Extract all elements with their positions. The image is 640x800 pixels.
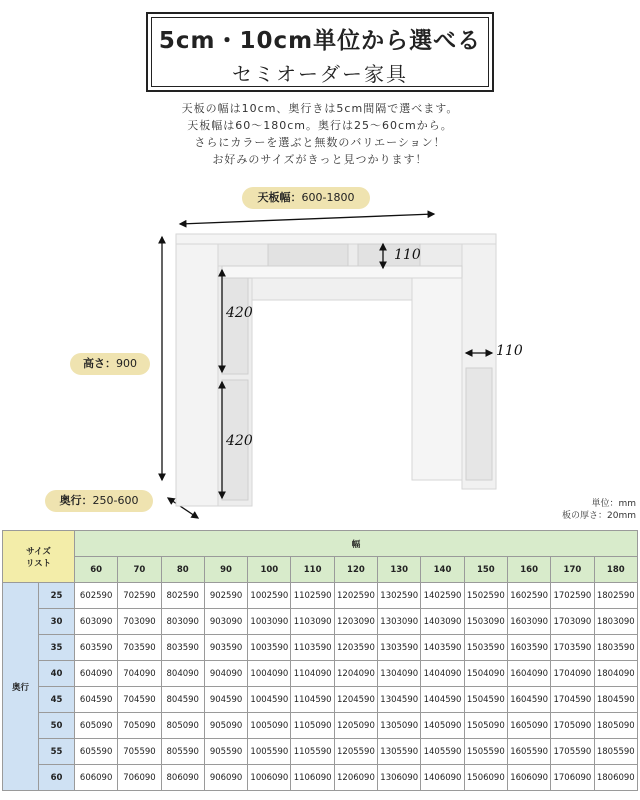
size-code-cell: 1502590	[464, 583, 507, 609]
title-line-1: 5cm・10cm単位から選べる	[158, 28, 482, 54]
size-code-cell: 603590	[75, 635, 118, 661]
width-col-header: 70	[118, 557, 161, 583]
size-code-cell: 1306090	[378, 765, 421, 791]
size-code-cell: 906090	[204, 765, 247, 791]
left-upper-opening	[222, 270, 248, 374]
size-code-cell: 1103090	[291, 609, 334, 635]
size-code-cell: 1403090	[421, 609, 464, 635]
desk-apron	[252, 278, 412, 300]
size-table-body	[3, 583, 638, 791]
size-table	[2, 530, 638, 791]
size-code-cell: 1404090	[421, 661, 464, 687]
depth-label: 奥行	[59, 494, 82, 507]
size-code-cell: 1003590	[248, 635, 291, 661]
intro-line: さらにカラーを選ぶと無数のバリエーション！	[194, 136, 446, 149]
width-col-header: 120	[334, 557, 377, 583]
size-code-cell: 1503090	[464, 609, 507, 635]
size-code-cell: 1204590	[334, 687, 377, 713]
size-code-cell: 606090	[75, 765, 118, 791]
depth-row-header: 60	[39, 765, 75, 791]
size-code-cell: 1303590	[378, 635, 421, 661]
colon: ：	[81, 494, 93, 507]
size-code-cell: 1104090	[291, 661, 334, 687]
table-row	[3, 583, 638, 609]
depth-row-header: 30	[39, 609, 75, 635]
width-col-header: 170	[551, 557, 594, 583]
width-value: 600-1800	[301, 191, 355, 204]
size-code-cell: 1605090	[507, 713, 550, 739]
size-code-cell: 702590	[118, 583, 161, 609]
size-code-cell: 1005090	[248, 713, 291, 739]
depth-row-header: 55	[39, 739, 75, 765]
size-code-cell: 1106090	[291, 765, 334, 791]
size-code-cell: 1506090	[464, 765, 507, 791]
size-code-cell: 1004090	[248, 661, 291, 687]
size-code-cell: 1705590	[551, 739, 594, 765]
corner-line: リスト	[25, 558, 52, 569]
size-code-cell: 1305090	[378, 713, 421, 739]
size-code-cell: 1703090	[551, 609, 594, 635]
size-code-cell: 905090	[204, 713, 247, 739]
right-leg	[412, 278, 462, 480]
depth-row-header: 40	[39, 661, 75, 687]
size-code-cell: 1604090	[507, 661, 550, 687]
size-code-cell: 1602590	[507, 583, 550, 609]
colon: ：	[290, 191, 302, 204]
depth-header: 奥行	[3, 583, 39, 791]
size-code-cell: 802590	[161, 583, 204, 609]
size-code-cell: 603090	[75, 609, 118, 635]
width-col-header: 90	[204, 557, 247, 583]
size-code-cell: 605090	[75, 713, 118, 739]
table-row	[3, 765, 638, 791]
size-code-cell: 1304590	[378, 687, 421, 713]
dim-420-upper: 420	[226, 305, 253, 321]
table-row	[3, 687, 638, 713]
dim-110-top: 110	[394, 247, 421, 263]
width-col-header: 160	[507, 557, 550, 583]
size-code-cell: 904590	[204, 687, 247, 713]
size-code-cell: 1603590	[507, 635, 550, 661]
size-code-cell: 806090	[161, 765, 204, 791]
size-code-cell: 805590	[161, 739, 204, 765]
size-code-cell: 706090	[118, 765, 161, 791]
size-code-cell: 1202590	[334, 583, 377, 609]
depth-row-header: 25	[39, 583, 75, 609]
intro-line: お好みのサイズがきっと見つかります！	[212, 153, 428, 166]
size-code-cell: 1206090	[334, 765, 377, 791]
size-code-cell: 1004590	[248, 687, 291, 713]
size-code-cell: 1704090	[551, 661, 594, 687]
width-arrow	[180, 214, 434, 224]
dim-420-lower: 420	[226, 433, 253, 449]
size-code-cell: 803090	[161, 609, 204, 635]
height-label: 高さ	[83, 357, 105, 370]
size-code-cell: 1503590	[464, 635, 507, 661]
size-code-cell: 1505090	[464, 713, 507, 739]
size-code-cell: 1002590	[248, 583, 291, 609]
title-line-2: セミオーダー家具	[232, 62, 408, 86]
width-header: 幅	[75, 531, 638, 557]
size-code-cell: 1802590	[594, 583, 637, 609]
width-col-header: 140	[421, 557, 464, 583]
size-code-cell: 1606090	[507, 765, 550, 791]
width-label: 天板幅	[257, 191, 291, 204]
depth-value: 250-600	[92, 494, 139, 507]
size-code-cell: 803590	[161, 635, 204, 661]
right-lower-shelf	[466, 368, 492, 480]
size-code-cell: 1805090	[594, 713, 637, 739]
size-code-cell: 1504590	[464, 687, 507, 713]
size-code-cell: 1403590	[421, 635, 464, 661]
size-code-cell: 1003090	[248, 609, 291, 635]
size-code-cell: 1205590	[334, 739, 377, 765]
size-code-cell: 902590	[204, 583, 247, 609]
size-code-cell: 1804090	[594, 661, 637, 687]
size-code-cell: 1703590	[551, 635, 594, 661]
width-col-header: 80	[161, 557, 204, 583]
size-code-cell: 1105090	[291, 713, 334, 739]
size-code-cell: 1504090	[464, 661, 507, 687]
size-code-cell: 804090	[161, 661, 204, 687]
size-code-cell: 1303090	[378, 609, 421, 635]
size-code-cell: 1304090	[378, 661, 421, 687]
size-code-cell: 1405090	[421, 713, 464, 739]
table-row	[3, 713, 638, 739]
depth-row-header: 45	[39, 687, 75, 713]
size-code-cell: 1604590	[507, 687, 550, 713]
size-code-cell: 703590	[118, 635, 161, 661]
size-code-cell: 705090	[118, 713, 161, 739]
size-code-cell: 1603090	[507, 609, 550, 635]
table-row	[3, 661, 638, 687]
size-code-cell: 704590	[118, 687, 161, 713]
thickness-note: 板の厚さ：20mm	[562, 511, 636, 521]
size-code-cell: 903590	[204, 635, 247, 661]
corner-line: サイズ	[26, 546, 51, 557]
size-code-cell: 1705090	[551, 713, 594, 739]
back-shelf	[176, 234, 496, 244]
size-code-cell: 1505590	[464, 739, 507, 765]
size-code-cell: 605590	[75, 739, 118, 765]
width-col-header: 180	[594, 557, 637, 583]
size-code-cell: 1805590	[594, 739, 637, 765]
size-code-cell: 1605590	[507, 739, 550, 765]
size-code-cell: 1203090	[334, 609, 377, 635]
corner-header	[3, 531, 75, 583]
size-code-cell: 1203590	[334, 635, 377, 661]
size-code-cell: 1005590	[248, 739, 291, 765]
size-code-cell: 1405590	[421, 739, 464, 765]
width-col-header: 110	[291, 557, 334, 583]
size-code-cell: 704090	[118, 661, 161, 687]
size-code-cell: 602590	[75, 583, 118, 609]
intro-line: 天板の幅は10cm、奥行きは5cm間隔で選べます。	[181, 102, 459, 115]
depth-row-header: 35	[39, 635, 75, 661]
height-value: 900	[116, 357, 137, 370]
size-code-cell: 1104590	[291, 687, 334, 713]
width-col-header: 100	[248, 557, 291, 583]
size-code-cell: 805090	[161, 713, 204, 739]
size-code-cell: 904090	[204, 661, 247, 687]
size-code-cell: 705590	[118, 739, 161, 765]
depth-row-header: 50	[39, 713, 75, 739]
size-code-cell: 804590	[161, 687, 204, 713]
dim-110-side: 110	[496, 343, 523, 359]
size-code-cell: 1406090	[421, 765, 464, 791]
size-code-cell: 1404590	[421, 687, 464, 713]
size-code-cell: 905590	[204, 739, 247, 765]
size-code-cell: 1704590	[551, 687, 594, 713]
size-code-cell: 1804590	[594, 687, 637, 713]
width-header-row	[3, 557, 638, 583]
size-code-cell: 1205090	[334, 713, 377, 739]
size-code-cell: 1204090	[334, 661, 377, 687]
size-code-cell: 1702590	[551, 583, 594, 609]
size-code-cell: 1105590	[291, 739, 334, 765]
size-code-cell: 1103590	[291, 635, 334, 661]
table-row	[3, 609, 638, 635]
size-code-cell: 703090	[118, 609, 161, 635]
unit-note: 単位：mm	[591, 499, 636, 509]
width-col-header: 150	[464, 557, 507, 583]
size-code-cell: 1102590	[291, 583, 334, 609]
size-code-cell: 1305590	[378, 739, 421, 765]
size-code-cell: 604590	[75, 687, 118, 713]
size-code-cell: 1302590	[378, 583, 421, 609]
size-code-cell: 1402590	[421, 583, 464, 609]
size-code-cell: 1803590	[594, 635, 637, 661]
table-row	[3, 635, 638, 661]
size-code-cell: 1806090	[594, 765, 637, 791]
width-col-header: 130	[378, 557, 421, 583]
table-row	[3, 739, 638, 765]
colon: ：	[105, 357, 116, 370]
left-side-unit	[176, 244, 218, 506]
size-code-cell: 1006090	[248, 765, 291, 791]
size-code-cell: 1803090	[594, 609, 637, 635]
desk-top	[222, 266, 462, 278]
width-col-header: 60	[75, 557, 118, 583]
intro-line: 天板幅は60～180cm。奥行は25～60cmから。	[187, 119, 453, 132]
size-code-cell: 604090	[75, 661, 118, 687]
size-code-cell: 1706090	[551, 765, 594, 791]
size-code-cell: 903090	[204, 609, 247, 635]
